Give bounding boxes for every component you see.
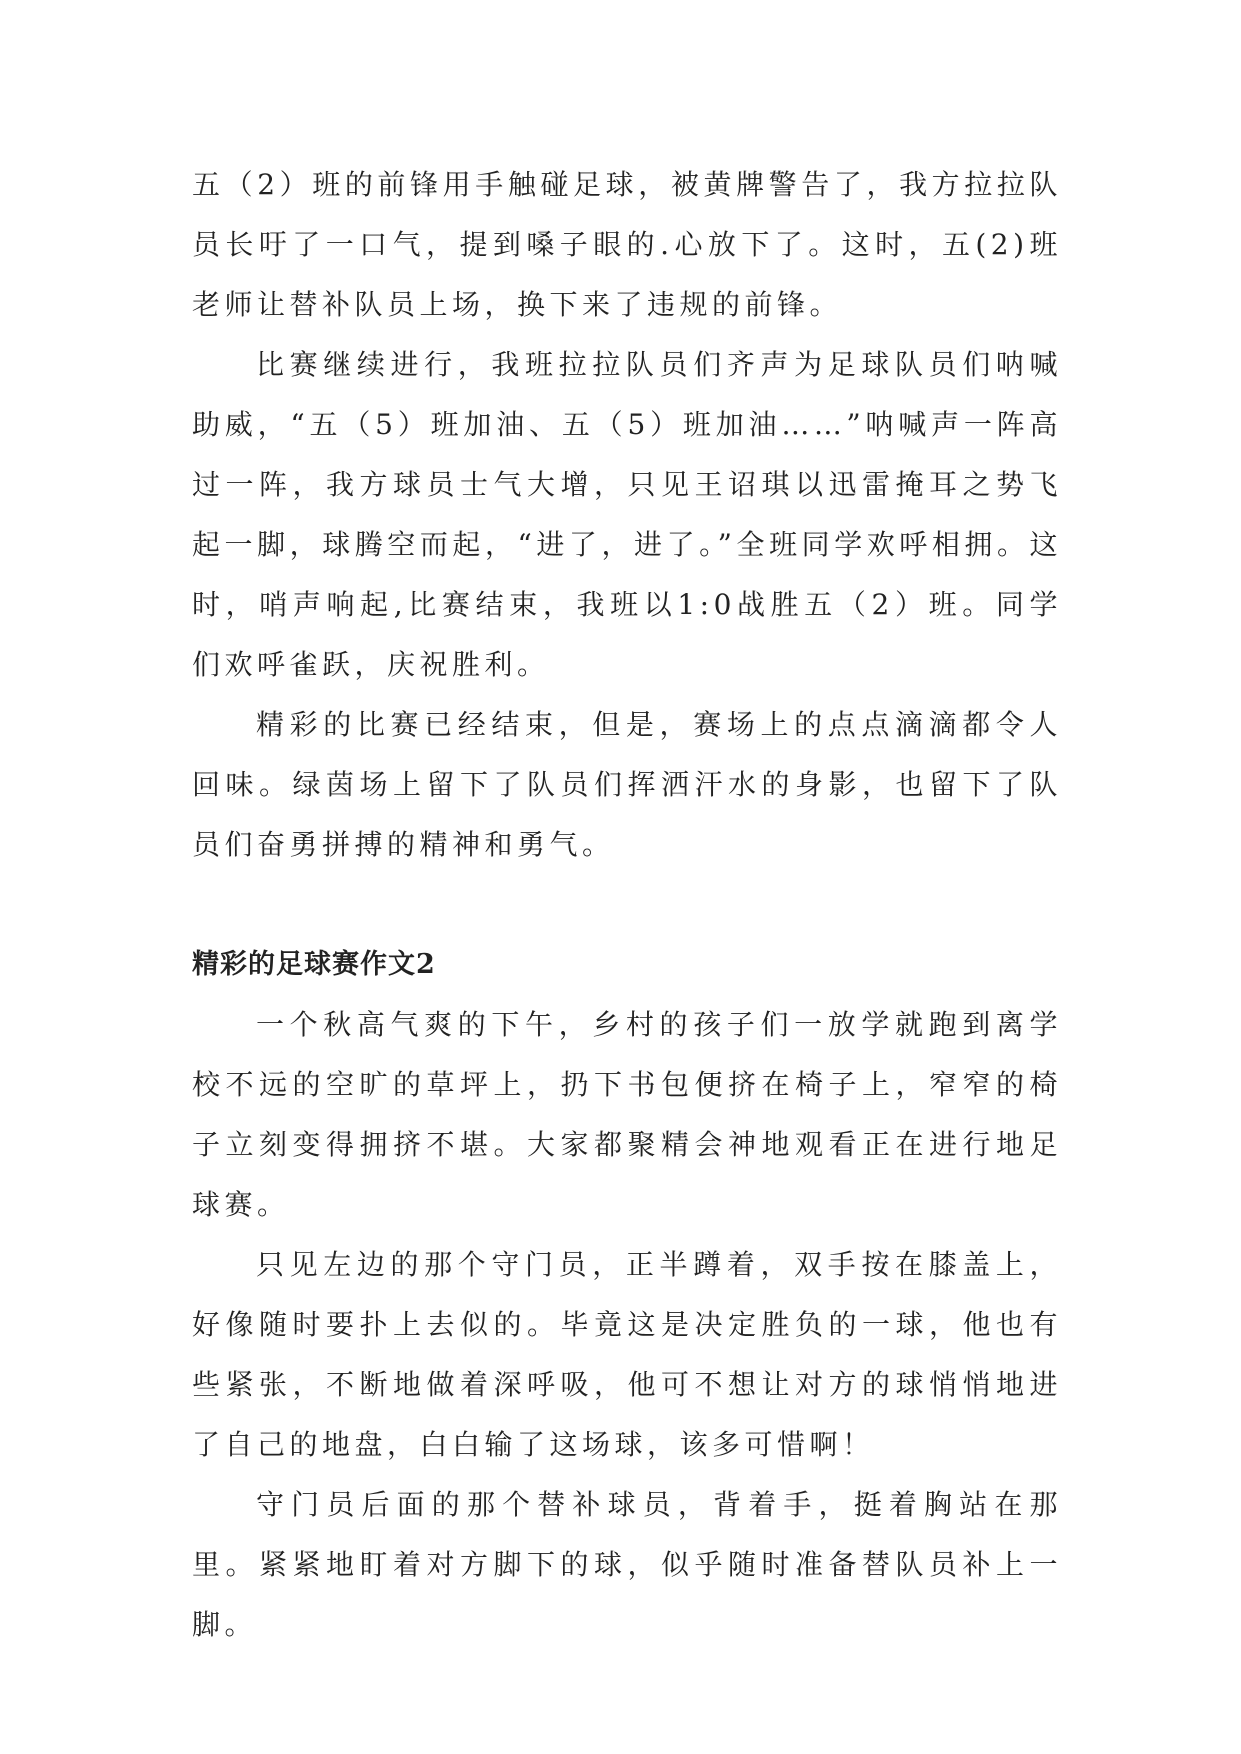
paragraph: 五（2）班的前锋用手触碰足球，被黄牌警告了，我方拉拉队员长吁了一口气，提到嗓子眼的.心放下了。这时，五(2)班老师让替补队员上场，换下来了违规的前锋。 (192, 168, 1062, 321)
paragraph: 守门员后面的那个替补球员，背着手，挺着胸站在那里。紧紧地盯着对方脚下的球，似乎随时准备替队员补上一脚。 (192, 1488, 1062, 1641)
paragraph: 一个秋高气爽的下午，乡村的孩子们一放学就跑到离学校不远的空旷的草坪上，扔下书包便挤在椅子上，窄窄的椅子立刻变得拥挤不堪。大家都聚精会神地观看正在进行地足球赛。 (192, 1008, 1062, 1221)
section-gap (192, 875, 1062, 935)
paragraph: 比赛继续进行，我班拉拉队员们齐声为足球队员们呐喊助威，“五（5）班加油、五（5）班加油……”呐喊声一阵高过一阵，我方球员士气大增，只见王诏琪以迅雷掩耳之势飞起一脚，球腾空而起，“进了，进了。”全班同学欢呼相拥。这时，哨声响起,比赛结束，我班以1:0战胜五（2）班。同学们欢呼雀跃，庆祝胜利。 (192, 348, 1062, 681)
paragraph: 精彩的比赛已经结束，但是，赛场上的点点滴滴都令人回味。绿茵场上留下了队员们挥洒汗水的身影，也留下了队员们奋勇拼搏的精神和勇气。 (192, 708, 1062, 861)
paragraph: 只见左边的那个守门员，正半蹲着，双手按在膝盖上，好像随时要扑上去似的。毕竟这是决定胜负的一球，他也有些紧张，不断地做着深呼吸，他可不想让对方的球悄悄地进了自己的地盘，白白输了这场球，该多可惜啊！ (192, 1248, 1062, 1461)
document-body (192, 155, 1062, 1655)
section-title: 精彩的足球赛作文2 (192, 949, 436, 980)
